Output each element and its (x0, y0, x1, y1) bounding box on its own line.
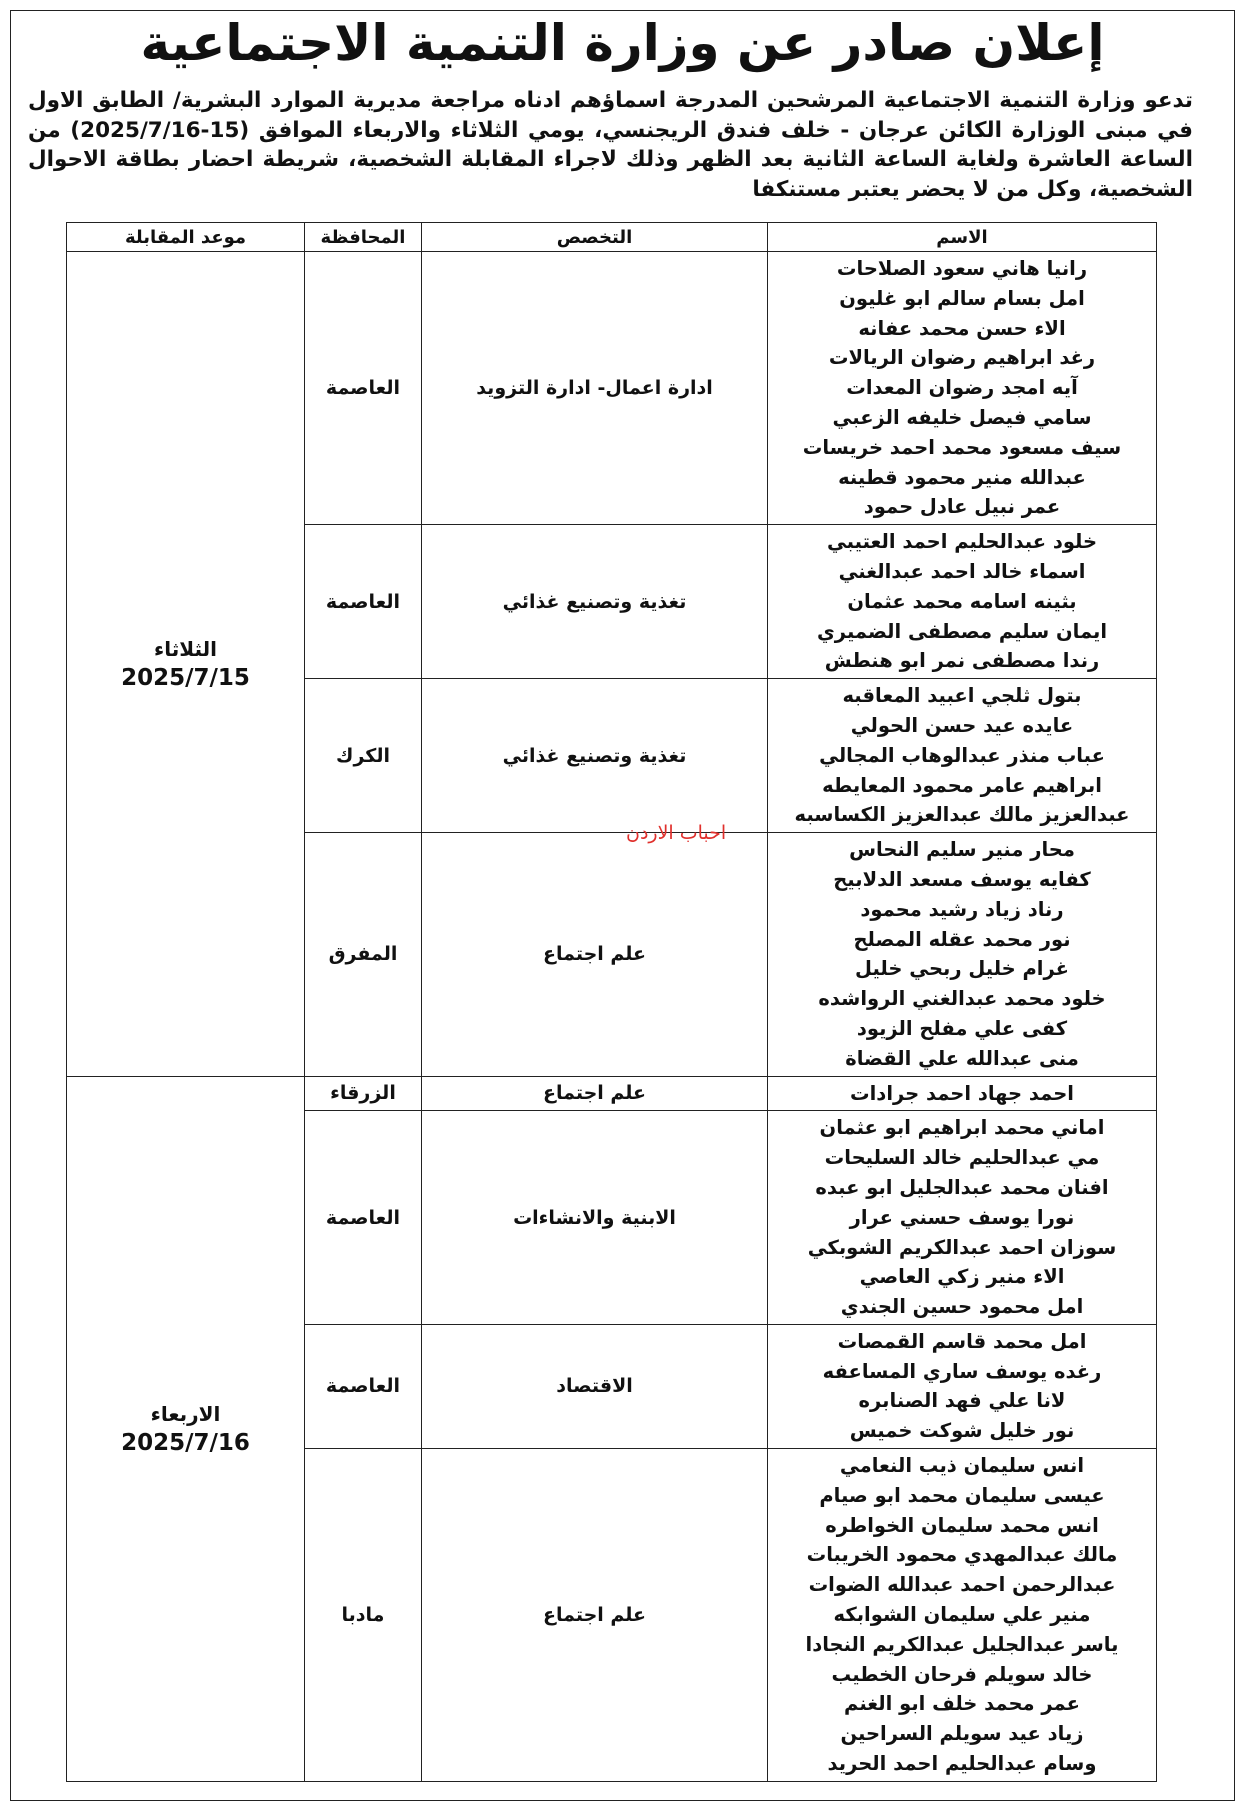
candidate-name: مالك عبدالمهدي محمود الخريبات (806, 1543, 1118, 1567)
candidate-name: امل محمود حسين الجندي (840, 1295, 1084, 1319)
candidate-name: ابراهيم عامر محمود المعايطه (822, 773, 1102, 797)
candidate-name: وسام عبدالحليم احمد الحريد (827, 1752, 1097, 1776)
candidate-name: عبدالعزيز مالك عبدالعزيز الكساسبه (794, 803, 1130, 827)
interview-date-cell (67, 1076, 305, 1781)
candidate-name: عبدالله منير محمود قطينه (838, 465, 1086, 489)
governorate-cell: العاصمة (305, 252, 422, 525)
candidate-name: منير علي سليمان الشوابكه (833, 1603, 1091, 1627)
watermark-text: احباب الاردن (626, 822, 727, 844)
announcement-intro: تدعو وزارة التنمية الاجتماعية المرشحين المدرجة اسماؤهم ادناه مراجعة مديرية الموارد البشرية/ الطابق الاول في مبنى الوزارة الكائن عرجان - خلف فندق الريجنسي، يومي الثلاثاء والاربعاء الموافق (15-2025/7/16) من الساعة العاشرة ولغاية الساعة الثانية بعد الظهر وذلك لاجراء المقابلة الشخصية، شريطة احضار بطاقة الاحوال الشخصية، وكل من لا يحضر يعتبر مستنكفا (28, 88, 1193, 202)
names-cell (768, 1076, 1157, 1111)
candidate-name: رندا مصطفى نمر ابو هنطش (824, 649, 1100, 673)
candidate-names-list (772, 679, 1152, 832)
candidate-name: عبدالرحمن احمد عبدالله الضوات (808, 1573, 1116, 1597)
names-cell (768, 525, 1157, 679)
candidate-names-list (772, 1449, 1152, 1781)
interview-date: 2025/7/16 (121, 1429, 250, 1456)
governorate-cell: العاصمة (305, 1324, 422, 1448)
candidate-name: الاء حسن محمد عفانه (858, 316, 1066, 340)
candidate-name: زياد عيد سويلم السراحين (840, 1722, 1084, 1746)
names-cell (768, 1111, 1157, 1325)
candidates-table (66, 222, 1157, 1782)
governorate-cell: الزرقاء (305, 1076, 422, 1111)
candidate-name: افنان محمد عبدالجليل ابو عبده (815, 1175, 1109, 1199)
specialty-cell: علم اجتماع (422, 833, 768, 1076)
candidate-name: نورا يوسف حسني عرار (849, 1205, 1075, 1229)
candidate-name: محار منير سليم النحاس (849, 838, 1075, 862)
candidate-name: عمر نبيل عادل حمود (863, 495, 1061, 519)
candidate-name: نور محمد عقله المصلح (853, 927, 1071, 951)
names-cell (768, 1449, 1157, 1782)
specialty-cell: الابنية والانشاءات (422, 1111, 768, 1325)
candidate-name: نور خليل شوكت خميس (849, 1419, 1075, 1443)
specialty-cell: الاقتصاد (422, 1324, 768, 1448)
names-cell (768, 833, 1157, 1076)
governorate-cell: المفرق (305, 833, 422, 1076)
names-cell (768, 252, 1157, 525)
specialty-cell: تغذية وتصنيع غذائي (422, 679, 768, 833)
announcement-title: إعلان صادر عن وزارة التنمية الاجتماعية (140, 14, 1105, 72)
candidate-name: كفى علي مفلح الزيود (856, 1016, 1068, 1040)
candidate-name: سامي فيصل خليفه الزعبي (832, 405, 1092, 429)
interview-day: الثلاثاء (154, 636, 217, 661)
candidate-name: انس محمد سليمان الخواطره (825, 1513, 1099, 1537)
header-interview-date: موعد المقابلة (67, 223, 305, 252)
candidate-name: عيسى سليمان محمد ابو صيام (819, 1483, 1105, 1507)
candidate-name: ايمان سليم مصطفى الضميري (816, 619, 1108, 643)
candidate-name: منى عبدالله علي القضاة (845, 1046, 1079, 1070)
specialty-cell: تغذية وتصنيع غذائي (422, 525, 768, 679)
candidate-name: رناد زياد رشيد محمود (860, 897, 1064, 921)
candidate-name: كفايه يوسف مسعد الدلابيح (833, 867, 1091, 891)
candidate-name: سيف مسعود محمد احمد خريسات (802, 435, 1122, 459)
interview-date-cell (67, 252, 305, 1077)
candidate-name: اماني محمد ابراهيم ابو عثمان (819, 1116, 1105, 1140)
candidate-name: خلود عبدالحليم احمد العتيبي (826, 530, 1098, 554)
interview-date: 2025/7/15 (121, 664, 250, 691)
candidate-names-list (772, 252, 1152, 524)
candidate-name: اسماء خالد احمد عبدالغني (838, 559, 1086, 583)
table-row (67, 252, 1157, 525)
candidate-name: سوزان احمد عبدالكريم الشوبكي (807, 1235, 1117, 1259)
candidate-names-list (772, 1325, 1152, 1448)
table-header-row (67, 223, 1157, 252)
candidate-name: رغد ابراهيم رضوان الريالات (828, 346, 1096, 370)
candidate-name: انس سليمان ذيب النعامي (839, 1454, 1085, 1478)
candidate-names-list (772, 1077, 1152, 1111)
candidate-name: امل محمد قاسم القمصات (837, 1329, 1087, 1353)
candidate-name: بتول ثلجي اعبيد المعاقبه (842, 684, 1082, 708)
candidate-name: بثينه اسامه محمد عثمان (847, 589, 1077, 613)
header-name: الاسم (768, 223, 1157, 252)
names-cell (768, 1324, 1157, 1448)
header-governorate: المحافظة (305, 223, 422, 252)
candidate-name: ياسر عبدالجليل عبدالكريم النجادا (805, 1632, 1119, 1656)
candidate-name: عمر محمد خلف ابو الغنم (844, 1692, 1080, 1716)
governorate-cell: مادبا (305, 1449, 422, 1782)
candidate-name: خالد سويلم فرحان الخطيب (831, 1662, 1093, 1686)
candidate-names-list (772, 1111, 1152, 1324)
header-specialty: التخصص (422, 223, 768, 252)
candidate-name: امل بسام سالم ابو غليون (839, 286, 1085, 310)
candidate-name: خلود محمد عبدالغني الرواشده (818, 987, 1106, 1011)
candidate-name: آيه امجد رضوان المعدات (846, 376, 1078, 400)
candidate-name: لانا علي فهد الصنابره (858, 1389, 1066, 1413)
candidate-names-list (772, 525, 1152, 678)
governorate-cell: العاصمة (305, 1111, 422, 1325)
candidate-name: رغده يوسف ساري المساعفه (822, 1359, 1102, 1383)
candidate-name: عباب منذر عبدالوهاب المجالي (819, 743, 1105, 767)
interview-day: الاربعاء (150, 1401, 221, 1426)
governorate-cell: الكرك (305, 679, 422, 833)
candidate-name: احمد جهاد احمد جرادات (850, 1081, 1074, 1105)
specialty-cell: علم اجتماع (422, 1449, 768, 1782)
names-cell (768, 679, 1157, 833)
candidate-name: غرام خليل ربحي خليل (855, 957, 1069, 981)
candidates-table-body (67, 252, 1157, 1782)
table-row (67, 1076, 1157, 1111)
candidate-name: الاء منير زكي العاصي (859, 1265, 1065, 1289)
specialty-cell: ادارة اعمال- ادارة التزويد (422, 252, 768, 525)
governorate-cell: العاصمة (305, 525, 422, 679)
candidate-name: عايده عيد حسن الحولي (850, 713, 1074, 737)
specialty-cell: علم اجتماع (422, 1076, 768, 1111)
candidate-names-list (772, 833, 1152, 1075)
candidate-name: مي عبدالحليم خالد السليحات (824, 1146, 1100, 1170)
candidate-name: رانيا هاني سعود الصلاحات (836, 257, 1088, 280)
